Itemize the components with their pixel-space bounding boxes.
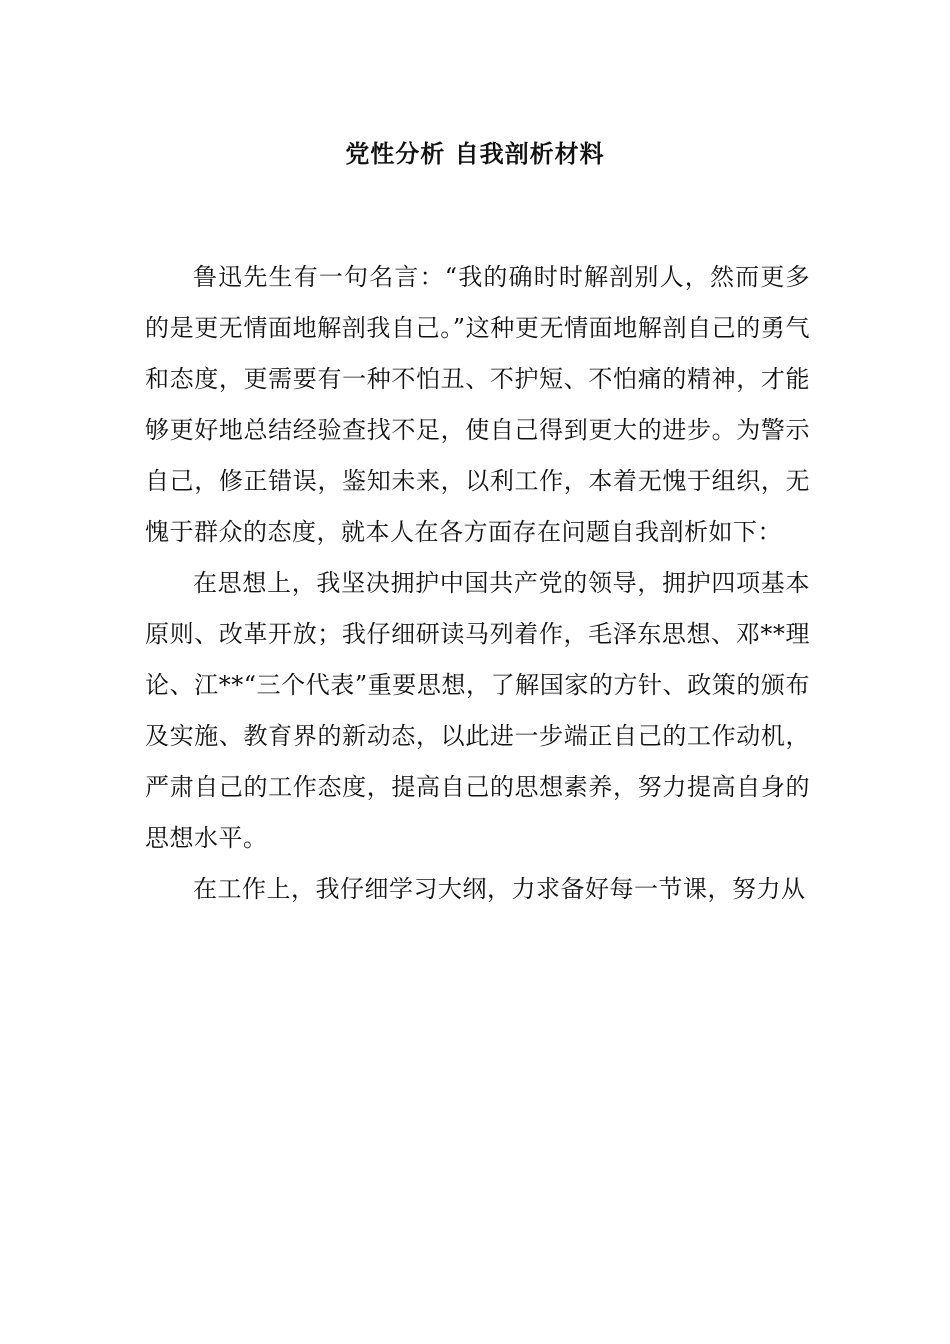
paragraph-work: 在工作上，我仔细学习大纲，力求备好每一节课，努力从	[193, 875, 806, 903]
paragraph-ideology: 在思想上，我坚决拥护中国共产党的领导，拥护四项基本原则、改革开放；我仔细研读马列着作，毛泽东思想、邓**理论、江**“三个代表”重要思想，了解国家的方针、政策的颁布及实施、教育界的新动态，以此进一步端正自己的工作动机，严肃自己的工作态度，提高自己的思想素养，努力提高自身的思想水平。	[145, 569, 810, 852]
document-body	[145, 252, 810, 915]
document-title: 党性分析 自我剖析材料	[345, 140, 605, 168]
paragraph-intro: 鲁迅先生有一句名言：“我的确时时解剖别人，然而更多的是更无情面地解剖我自己。”这种更无情面地解剖自己的勇气和态度，更需要有一种不怕丑、不护短、不怕痛的精神，才能够更好地总结经验查找不足，使自己得到更大的进步。为警示自己，修正错误，鉴知未来，以利工作，本着无愧于组织，无愧于群众的态度，就本人在各方面存在问题自我剖析如下：	[145, 263, 810, 546]
